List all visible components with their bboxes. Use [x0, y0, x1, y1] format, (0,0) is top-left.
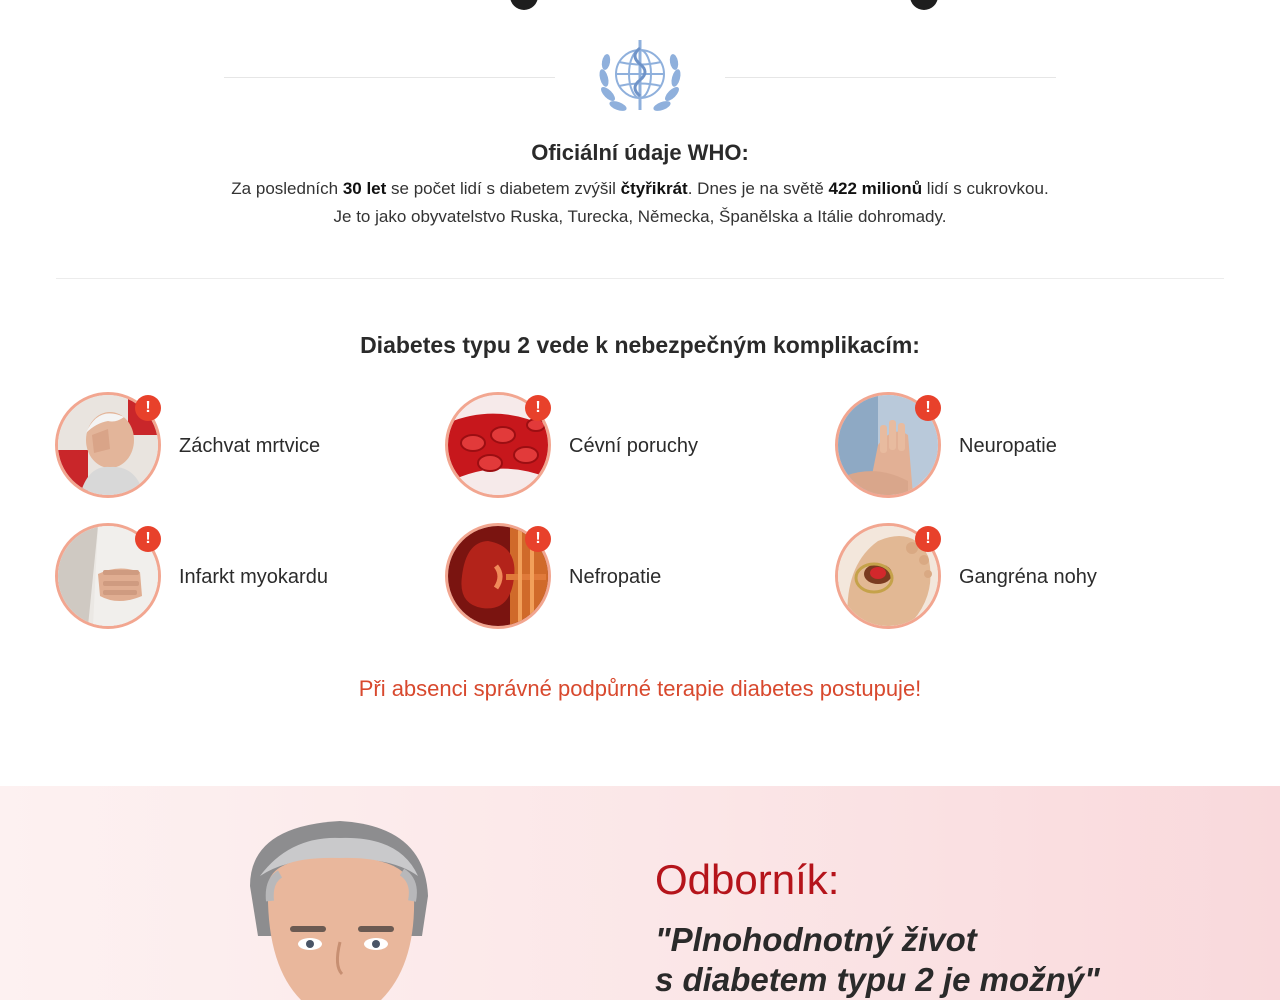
complication-label: Nefropatie [569, 566, 662, 588]
complication-label: Cévní poruchy [569, 435, 698, 457]
who-statistics-line-1: Za posledních 30 let se počet lidí s diabetem zvýšil čtyřikrát. Dnes je na světě 422 milionů lidí s cukrovkou. [231, 179, 1049, 198]
expert-quote-line-2: s diabetem typu 2 je možný" [655, 961, 1100, 998]
expert-quote [655, 920, 1100, 1000]
complication-label: Neuropatie [959, 435, 1057, 457]
multiplier-highlight: čtyřikrát [620, 179, 688, 198]
warning-badge-icon: ! [915, 526, 941, 552]
complication-stroke [55, 392, 435, 498]
complication-vascular [445, 392, 825, 498]
complications-title: Diabetes typu 2 vede k nebezpečným komplikacím: [360, 332, 920, 358]
warning-badge-icon: ! [525, 395, 551, 421]
warning-badge-icon: ! [135, 395, 161, 421]
cut-off-heading [0, 0, 1280, 14]
years-highlight: 30 let [342, 179, 387, 198]
complication-label: Infarkt myokardu [179, 566, 328, 588]
warning-badge-icon: ! [915, 395, 941, 421]
expert-heading: Odborník: [655, 856, 840, 903]
complications-grid [55, 392, 1225, 632]
who-title: Oficiální údaje WHO: [531, 140, 749, 165]
complication-heart-attack [55, 523, 435, 629]
emblem-divider-left [224, 77, 555, 78]
section-divider [56, 278, 1224, 279]
expert-photo [230, 816, 450, 1000]
who-emblem-row [0, 30, 1280, 120]
complication-neuropathy [835, 392, 1215, 498]
complication-label: Záchvat mrtvice [179, 435, 321, 457]
expert-quote-line-1: "Plnohodnotný život [655, 921, 977, 958]
warning-badge-icon: ! [525, 526, 551, 552]
progression-warning: Při absenci správné podpůrné terapie diabetes postupuje! [358, 676, 922, 701]
who-statistics-line-2: Je to jako obyvatelstvo Ruska, Turecka, Německa, Španělska a Itálie dohromady. [333, 207, 947, 226]
complication-nephropathy [445, 523, 825, 629]
emblem-divider-right [725, 77, 1056, 78]
warning-badge-icon: ! [135, 526, 161, 552]
who-emblem-icon [590, 30, 690, 120]
complication-gangrene [835, 523, 1215, 629]
who-statistics-text [0, 175, 1280, 231]
complication-label: Gangréna nohy [959, 566, 1097, 588]
millions-highlight: 422 milionů [828, 179, 923, 198]
expert-section [0, 786, 1280, 1000]
